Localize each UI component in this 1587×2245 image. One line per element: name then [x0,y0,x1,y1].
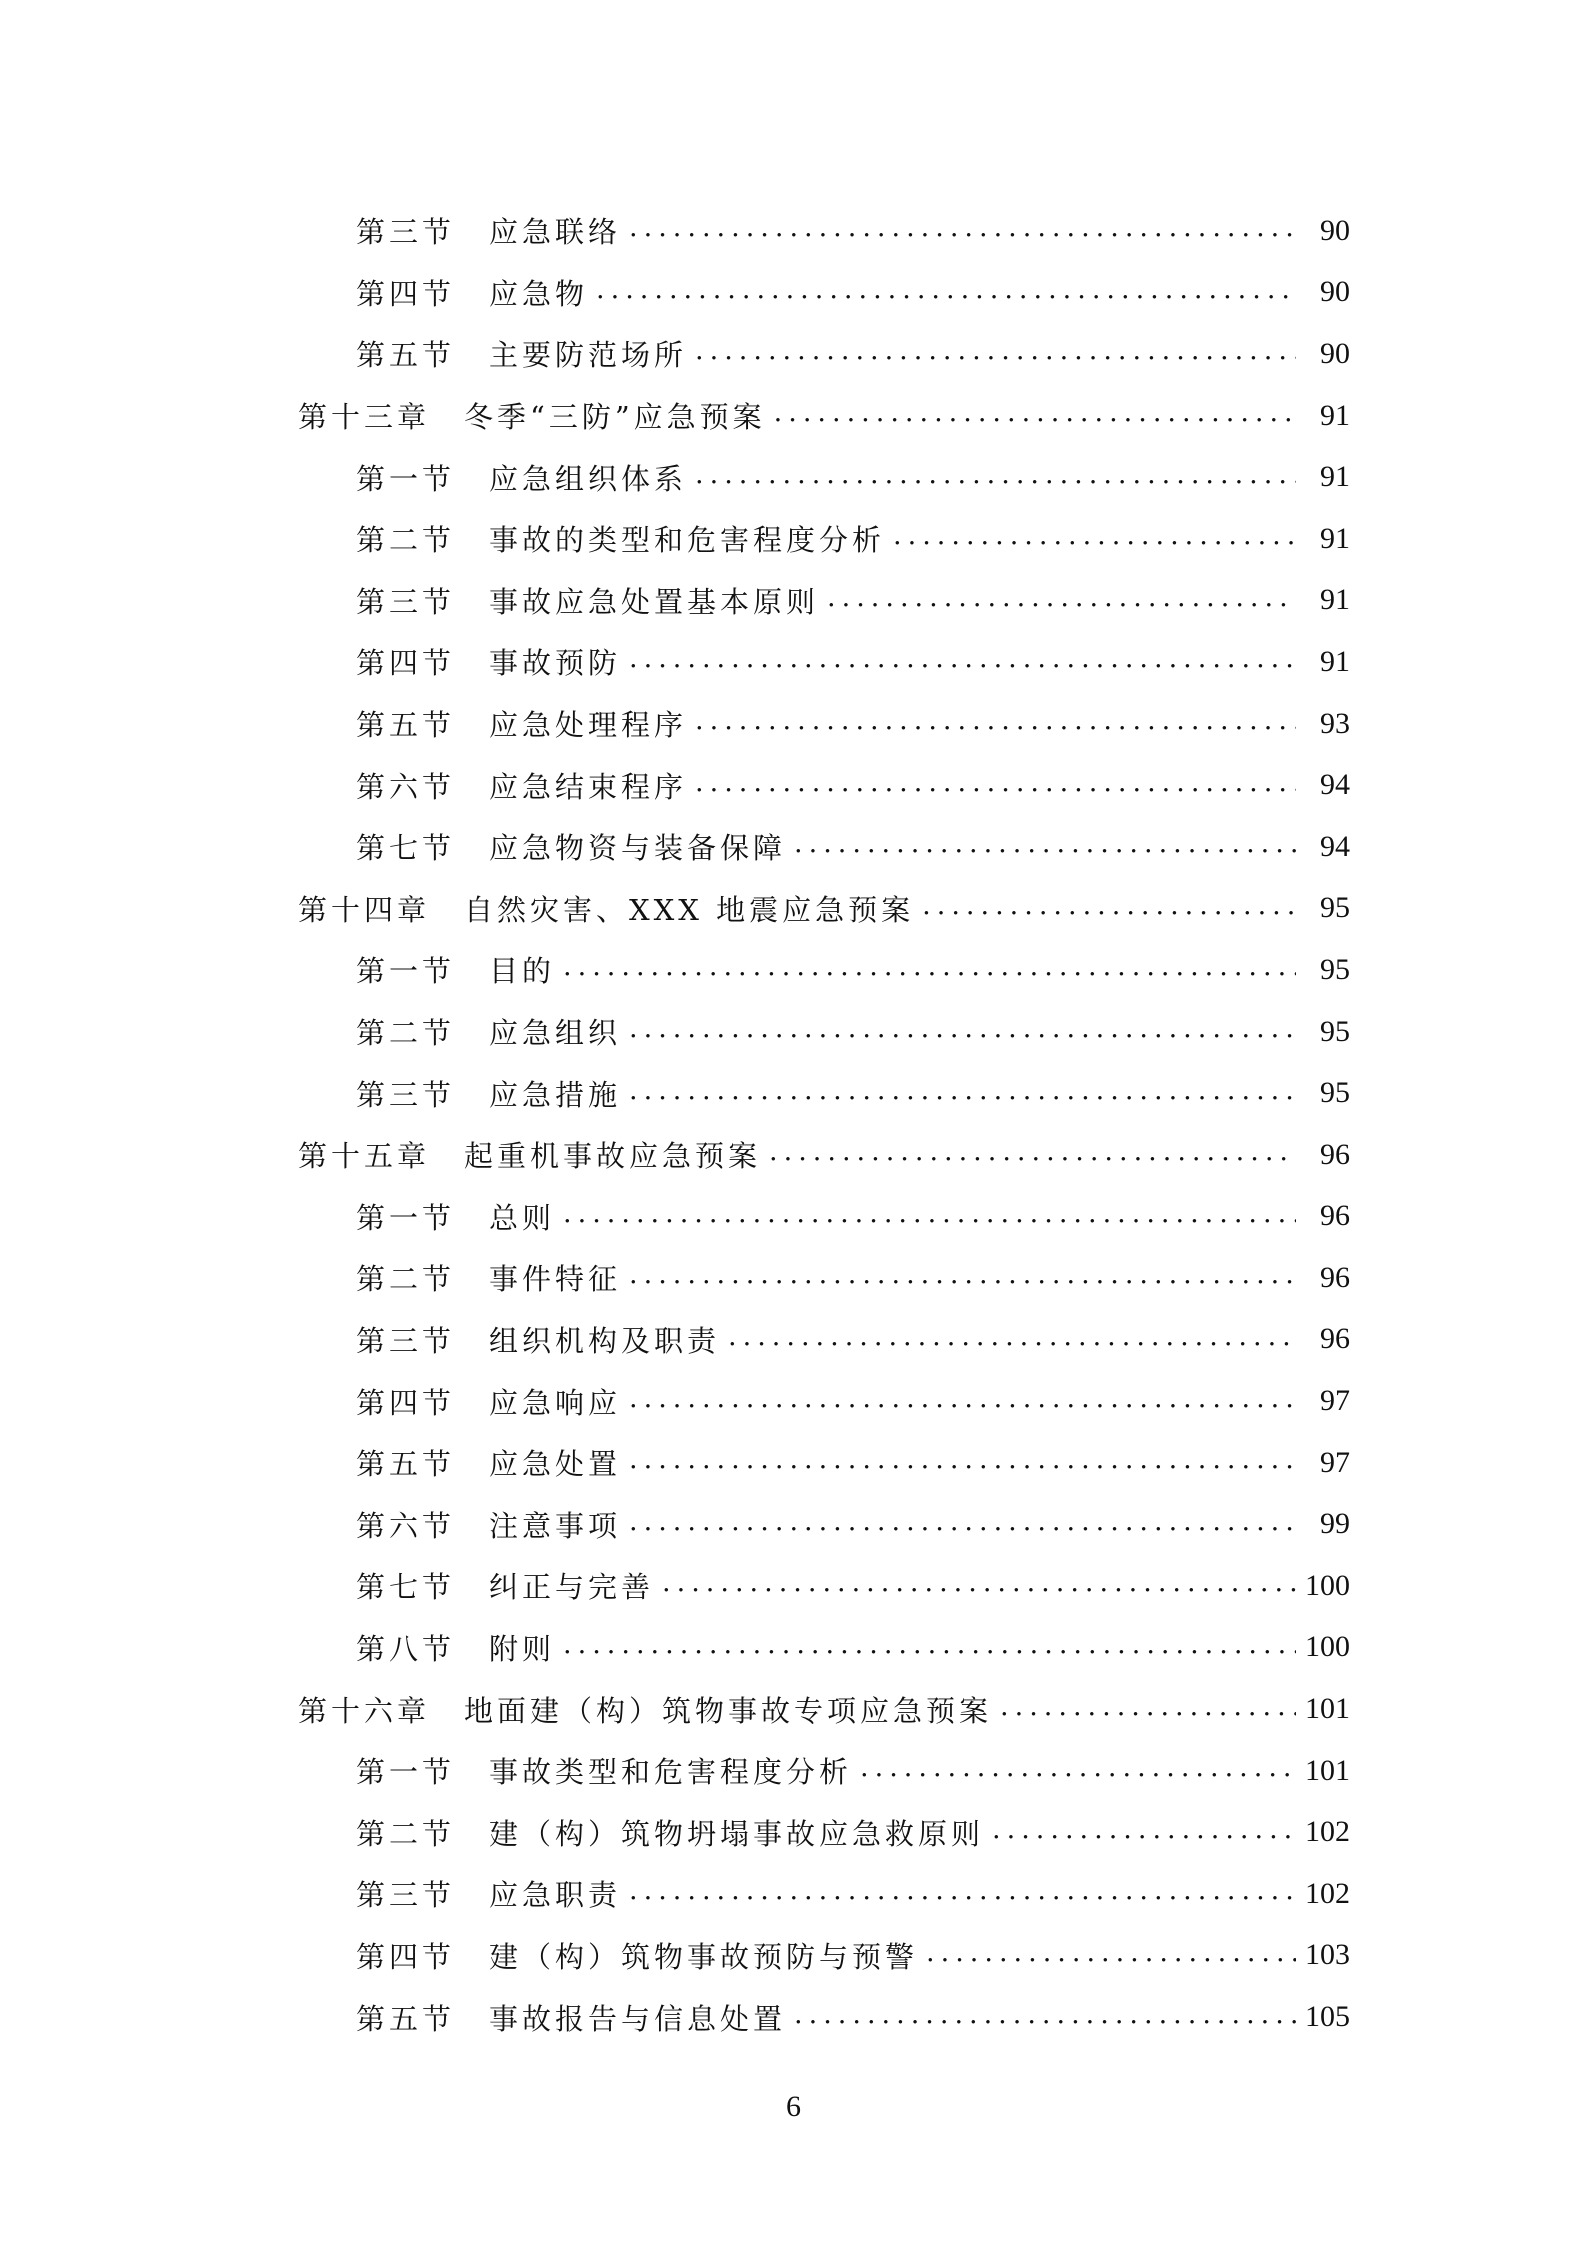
toc-section-entry[interactable] [298,939,1350,1001]
dot-leader [794,828,1296,859]
toc-entry-label: 第一节 [356,461,456,496]
toc-entry-page: 95 [1320,952,1350,986]
toc-entry-page: 93 [1320,706,1350,740]
toc-section-entry[interactable] [298,631,1350,693]
toc-entry-label: 第三节 [356,584,456,619]
toc-entry-page: 94 [1320,829,1350,863]
toc-section-entry[interactable] [298,570,1350,632]
toc-entry-title: 总则 [489,1200,556,1235]
toc-entry-label: 第四节 [356,276,456,311]
toc-section-entry[interactable] [298,1309,1350,1371]
dot-leader [662,1567,1296,1598]
toc-entry-title: 事故的类型和危害程度分析 [489,523,886,558]
dot-leader [629,1259,1296,1290]
toc-entry-page: 91 [1320,583,1350,617]
toc-entry-page: 91 [1320,644,1350,678]
toc-entry-label: 第三节 [356,215,456,250]
toc-entry-page: 105 [1305,2000,1350,2034]
toc-entry-title: 事件特征 [489,1262,622,1297]
toc-entry-label: 第五节 [356,1447,456,1482]
toc-entry-title: 纠正与完善 [489,1570,655,1605]
toc-entry-title: 应急处理程序 [489,708,688,743]
toc-section-entry[interactable] [298,446,1350,508]
toc-entry-page: 96 [1320,1137,1350,1171]
dot-leader [695,767,1296,798]
toc-entry-label: 第三节 [356,1077,456,1112]
toc-entry-label: 第三节 [356,1878,456,1913]
dot-leader [728,1321,1296,1352]
toc-entry-title: 应急职责 [489,1878,622,1913]
toc-entry-title: 事故应急处置基本原则 [489,584,820,619]
dot-leader [629,1506,1296,1537]
toc-section-entry[interactable] [298,508,1350,570]
toc-entry-page: 95 [1320,1014,1350,1048]
dot-leader [926,1937,1296,1968]
toc-entry-title: 地面建（构）筑物事故专项应急预案 [464,1693,993,1728]
toc-section-entry[interactable] [298,693,1350,755]
toc-chapter-entry[interactable] [298,385,1350,447]
toc-entry-title: 附则 [489,1631,556,1666]
toc-entry-page: 99 [1320,1507,1350,1541]
toc-entry-page: 101 [1305,1692,1350,1726]
toc-entry-page: 90 [1320,213,1350,247]
dot-leader [629,643,1296,674]
toc-entry-title: 主要防范场所 [489,338,688,373]
table-of-contents [298,200,1350,2048]
dot-leader [629,1075,1296,1106]
toc-section-entry[interactable] [298,1617,1350,1679]
toc-section-entry[interactable] [298,1493,1350,1555]
toc-entry-label: 第五节 [356,2001,456,2036]
toc-entry-label: 第七节 [356,1570,456,1605]
toc-entry-page: 102 [1305,1876,1350,1910]
toc-section-entry[interactable] [298,323,1350,385]
toc-chapter-entry[interactable] [298,1678,1350,1740]
toc-section-entry[interactable] [298,754,1350,816]
toc-section-entry[interactable] [298,1555,1350,1617]
toc-entry-page: 95 [1320,891,1350,925]
toc-entry-page: 103 [1305,1938,1350,1972]
toc-section-entry[interactable] [298,1186,1350,1248]
toc-entry-title: 应急处置 [489,1447,622,1482]
toc-entry-label: 第十五章 [298,1139,431,1174]
toc-entry-title: 冬季“三防”应急预案 [464,400,766,435]
dot-leader [629,1383,1296,1414]
dot-leader [695,335,1296,366]
toc-entry-label: 第七节 [356,831,456,866]
toc-section-entry[interactable] [298,1247,1350,1309]
toc-entry-page: 97 [1320,1384,1350,1418]
toc-entry-label: 第八节 [356,1631,456,1666]
toc-entry-page: 91 [1320,398,1350,432]
toc-entry-page: 100 [1305,1568,1350,1602]
toc-entry-title: 应急组织体系 [489,461,688,496]
dot-leader [563,951,1296,982]
toc-entry-title: 事故预防 [489,646,622,681]
toc-entry-page: 90 [1320,275,1350,309]
dot-leader [774,397,1296,428]
toc-entry-title: 应急响应 [489,1385,622,1420]
dot-leader [629,1444,1296,1475]
toc-entry-label: 第二节 [356,1262,456,1297]
toc-section-entry[interactable] [298,262,1350,324]
toc-entry-page: 96 [1320,1199,1350,1233]
toc-entry-page: 95 [1320,1076,1350,1110]
toc-entry-label: 第三节 [356,1323,456,1358]
toc-entry-label: 第二节 [356,1016,456,1051]
dot-leader [629,1875,1296,1906]
toc-entry-title: 应急措施 [489,1077,622,1112]
toc-section-entry[interactable] [298,1370,1350,1432]
toc-entry-page: 102 [1305,1815,1350,1849]
toc-entry-page: 91 [1320,521,1350,555]
toc-entry-label: 第五节 [356,338,456,373]
toc-entry-page: 96 [1320,1322,1350,1356]
dot-leader [629,212,1296,243]
toc-entry-title: 应急物资与装备保障 [489,831,787,866]
dot-leader [860,1752,1296,1783]
page-number: 6 [786,2090,801,2123]
dot-leader [922,890,1296,921]
dot-leader [563,1629,1296,1660]
toc-section-entry[interactable] [298,1001,1350,1063]
toc-section-entry[interactable] [298,1863,1350,1925]
toc-entry-title: 自然灾害、XXX 地震应急预案 [464,892,915,927]
toc-entry-label: 第十三章 [298,400,431,435]
toc-entry-title: 起重机事故应急预案 [464,1139,762,1174]
toc-entry-label: 第四节 [356,1939,456,1974]
toc-entry-page: 96 [1320,1260,1350,1294]
toc-entry-title: 应急结束程序 [489,769,688,804]
dot-leader [794,1999,1296,2030]
toc-entry-title: 事故类型和危害程度分析 [489,1755,853,1790]
dot-leader [596,274,1296,305]
toc-section-entry[interactable] [298,1986,1350,2048]
toc-entry-title: 应急组织 [489,1016,622,1051]
toc-entry-label: 第六节 [356,769,456,804]
toc-section-entry[interactable] [298,816,1350,878]
toc-entry-label: 第四节 [356,1385,456,1420]
toc-section-entry[interactable] [298,1740,1350,1802]
dot-leader [1000,1691,1296,1722]
toc-entry-label: 第一节 [356,1200,456,1235]
toc-entry-title: 组织机构及职责 [489,1323,721,1358]
dot-leader [893,520,1296,551]
dot-leader [769,1136,1296,1167]
toc-entry-page: 90 [1320,336,1350,370]
toc-chapter-entry[interactable] [298,1124,1350,1186]
toc-entry-label: 第五节 [356,708,456,743]
toc-section-entry[interactable] [298,1432,1350,1494]
toc-section-entry[interactable] [298,200,1350,262]
toc-section-entry[interactable] [298,1062,1350,1124]
toc-entry-label: 第十六章 [298,1693,431,1728]
toc-entry-title: 应急物 [489,276,589,311]
dot-leader [992,1814,1296,1845]
toc-entry-title: 建（构）筑物事故预防与预警 [489,1939,919,1974]
dot-leader [629,1013,1296,1044]
toc-entry-label: 第十四章 [298,892,431,927]
toc-entry-label: 第六节 [356,1508,456,1543]
toc-entry-label: 第二节 [356,1816,456,1851]
dot-leader [695,459,1296,490]
toc-entry-label: 第二节 [356,523,456,558]
toc-entry-label: 第四节 [356,646,456,681]
toc-entry-title: 事故报告与信息处置 [489,2001,787,2036]
dot-leader [827,582,1296,613]
toc-entry-label: 第一节 [356,1755,456,1790]
toc-entry-page: 94 [1320,768,1350,802]
dot-leader [695,705,1296,736]
toc-entry-page: 91 [1320,460,1350,494]
toc-entry-page: 101 [1305,1753,1350,1787]
toc-chapter-entry[interactable] [298,878,1350,940]
toc-section-entry[interactable] [298,1925,1350,1987]
toc-entry-title: 注意事项 [489,1508,622,1543]
toc-entry-title: 应急联络 [489,215,622,250]
toc-entry-title: 建（构）筑物坍塌事故应急救原则 [489,1816,985,1851]
toc-entry-title: 目的 [489,954,556,989]
dot-leader [563,1198,1296,1229]
toc-entry-page: 97 [1320,1445,1350,1479]
toc-section-entry[interactable] [298,1801,1350,1863]
toc-entry-page: 100 [1305,1630,1350,1664]
toc-entry-label: 第一节 [356,954,456,989]
